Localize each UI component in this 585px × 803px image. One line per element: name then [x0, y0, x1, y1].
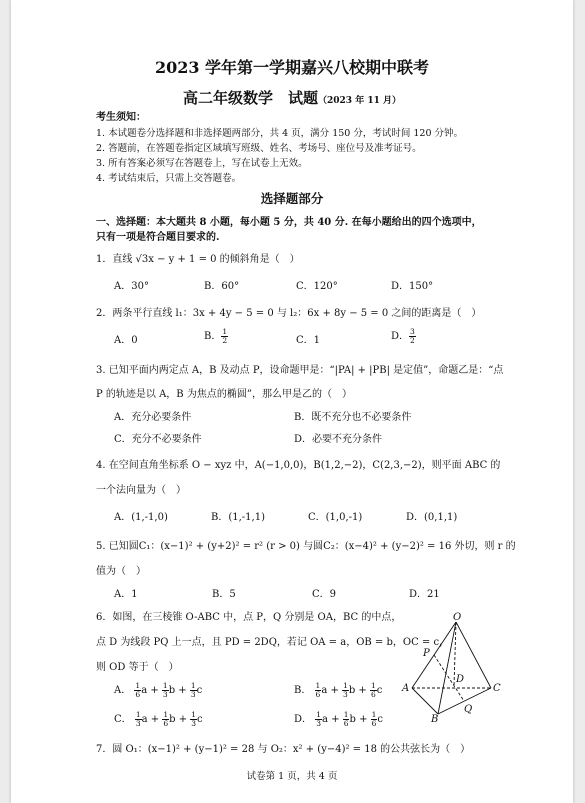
question-5-line2: 值为（ ）	[96, 566, 146, 577]
fraction-denominator: 2	[410, 336, 415, 345]
label-D: D	[456, 674, 465, 685]
q2-option-d-label: D．	[391, 331, 410, 342]
exam-title: 2023 学年第一学期嘉兴八校期中联考	[154, 58, 430, 77]
question-2: 2．两条平行直线 l₁：3x + 4y − 5 = 0 与 l₂：6x + 8y − 5 = 0 之间的距离是（ ）	[96, 308, 482, 319]
subtitle-text: 高二年级数学 试题	[183, 89, 319, 107]
exam-page	[11, 0, 573, 803]
notice-item: 2. 答题前，在答题卷指定区域填写班级、姓名、考场号、座位号及准考证号。	[96, 143, 422, 154]
q2-option-a: A．0	[114, 335, 138, 346]
label-Q: Q	[464, 704, 473, 715]
q6-option-a: A． $\frac{1}{6}$ a + $\frac{1}{3}$ b + $\frac{1}{3}$ c	[114, 681, 203, 699]
q5-option-c: C．9	[312, 589, 337, 600]
q2-option-b	[204, 327, 228, 345]
q1-option-d: D．150°	[391, 281, 434, 292]
q6-option-d-label: D．	[294, 714, 313, 725]
part-instruction: 一、选择题：本大题共 8 小题，每小题 5 分，共 40 分. 在每小题给出的四个选项中，	[96, 217, 482, 228]
q6-option-c: C． $\frac{1}{3}$ a + $\frac{1}{6}$ b + $\frac{1}{3}$ c	[114, 710, 203, 728]
q4-option-a: A．(1,-1,0)	[114, 512, 168, 523]
question-4-line2: 一个法向量为（ ）	[96, 485, 186, 496]
label-P: P	[423, 648, 430, 659]
exam-subtitle	[11, 87, 573, 108]
q2-option-c: C．1	[296, 335, 321, 346]
q3-option-b: B．既不充分也不必要条件	[294, 412, 412, 423]
label-A: A	[402, 683, 410, 694]
question-7: 7．圆 O₁：(x−1)² + (y−1)² = 28 与 O₂：x² + (y−4)² = 18 的公共弦长为（ ）	[96, 744, 471, 755]
fraction	[221, 328, 228, 345]
label-B: B	[431, 714, 439, 722]
q4-option-c: C．(1,0,-1)	[308, 512, 363, 523]
fraction-numerator: 3	[410, 327, 415, 336]
notice-item: 4. 考试结束后，只需上交答题卷。	[96, 173, 242, 184]
q3-option-a: A．充分必要条件	[114, 412, 192, 423]
question-5-line1: 5. 已知圆C₁：(x−1)² + (y+2)² = r² (r > 0) 与圆C₂：(x−4)² + (y−2)² = 16 外切，则 r 的	[96, 541, 516, 552]
part-instruction: 只有一项是符合题目要求的.	[96, 232, 220, 243]
q4-option-d: D．(0,1,1)	[406, 512, 458, 523]
fraction	[409, 328, 416, 345]
subtitle-date: （2023 年 11 月）	[318, 96, 401, 106]
question-3-line1: 3. 已知平面内两定点 A，B 及动点 P，设命题甲是：“|PA| + |PB| 是定值”，命题乙是：“点	[96, 365, 504, 376]
q6-option-a-label: A．	[114, 685, 132, 696]
question-6-line1: 6．如图，在三棱锥 O-ABC 中，点 P，Q 分别是 OA，BC 的中点，	[96, 612, 402, 623]
question-3-line2: P 的轨迹是以 A，B 为焦点的椭圆”，那么甲是乙的（ ）	[96, 389, 352, 400]
section-title: 选择题部分	[260, 191, 324, 206]
tetrahedron-figure	[396, 612, 506, 722]
q1-option-c: C．120°	[296, 281, 338, 292]
page-footer: 试卷第 1 页，共 4 页	[246, 771, 338, 782]
notice-heading: 考生须知：	[96, 112, 146, 123]
edge-AB	[412, 688, 438, 714]
q2-option-b-label: B．	[204, 331, 222, 342]
notice-item: 3. 所有答案必须写在答题卷上，写在试卷上无效。	[96, 158, 308, 169]
label-O: O	[453, 612, 462, 623]
q6-option-b-label: B．	[294, 685, 312, 696]
q2-option-d	[391, 327, 416, 345]
question-1: 1．直线 √3x − y + 1 = 0 的倾斜角是（ ）	[96, 254, 300, 265]
question-6-line2: 点 D 为线段 PQ 上一点，且 PD = 2DQ，若记 OA = a，OB = b，OC = c，	[96, 637, 450, 648]
q1-option-a: A．30°	[114, 281, 149, 292]
question-4-line1: 4. 在空间直角坐标系 O − xyz 中，A(−1,0,0)，B(1,2,−2)，C(2,3,−2)，则平面 ABC 的	[96, 460, 501, 471]
question-6-line3: 则 OD 等于（ ）	[96, 662, 179, 673]
label-C: C	[493, 683, 501, 694]
q6-option-c-label: C．	[114, 714, 132, 725]
q6-option-d: D． $\frac{1}{3}$ a + $\frac{1}{6}$ b + $\frac{1}{6}$ c	[294, 710, 384, 728]
q3-option-c: C．充分不必要条件	[114, 434, 202, 445]
q3-option-d: D．必要不充分条件	[294, 434, 383, 445]
fraction-numerator: 1	[222, 327, 228, 336]
notice-item: 1. 本试题卷分选择题和非选择题两部分，共 4 页，满分 150 分，考试时间 120 分钟。	[96, 128, 464, 139]
q5-option-d: D．21	[409, 589, 440, 600]
q5-option-a: A．1	[114, 589, 138, 600]
q1-option-b: B．60°	[204, 281, 240, 292]
q5-option-b: B．5	[212, 589, 236, 600]
q6-option-b: B． $\frac{1}{6}$ a + $\frac{1}{3}$ b + $\frac{1}{6}$ c	[294, 681, 383, 699]
q4-option-b: B．(1,-1,1)	[211, 512, 265, 523]
fraction-denominator: 2	[222, 336, 228, 345]
